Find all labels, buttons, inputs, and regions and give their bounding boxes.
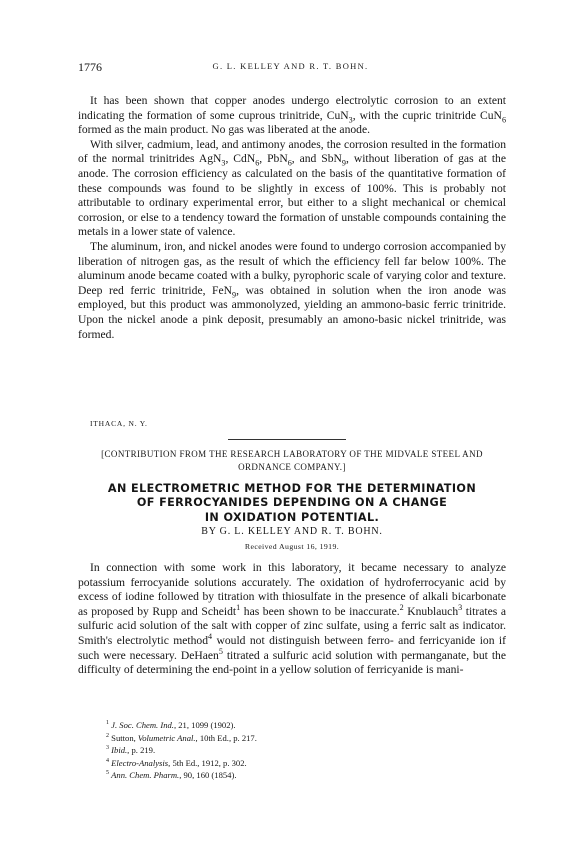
page-number: 1776 bbox=[78, 60, 102, 74]
section-divider bbox=[228, 439, 346, 440]
footnote: $^1$ J. Soc. Chem. Ind., 21, 1099 (1902). bbox=[106, 720, 236, 730]
footnotes bbox=[106, 719, 257, 782]
article-body bbox=[78, 561, 506, 678]
footnote: $^2$ Sutton, Volumetric Anal., 10th Ed., p. 217. bbox=[106, 732, 257, 743]
paragraph-introduction: In connection with some work in this laboratory, it became necessary to analyze potassium ferrocyanide solutions accurately. The oxidation of hydroferrocyanic acid by excess of iodine followed by titration with thiosulfate in the presence of alkali bicarbonate as proposed by Rupp and Scheidt$^1$ has been shown to be inaccurate.$^2$ Knublauch$^3$ titrates a sulfuric acid solution of the salt with copper of zinc sulfate, using a ferric salt as indicator. Smith's electrolytic method$^4$ would not distinguish between ferro- and ferricyanide ion if such were necessary. DeHaen$^5$ titrated a sulfuric acid solution with permanganate, but the difficulty of determining the end-point in a yellow solution of ferricyanide is mani- bbox=[78, 561, 506, 677]
paragraph-copper: It has been shown that copper anodes undergo electrolytic corrosion to an extent indicating the formation of some cuprous trinitride, CuN$_3$, with the cupric trinitride CuN$_6$ formed as the main product. No gas was liberated at the anode. bbox=[78, 94, 506, 137]
footnote: $^3$ Ibid., p. 219. bbox=[106, 745, 156, 755]
paragraph-silver-cadmium: With silver, cadmium, lead, and antimony anodes, the corrosion resulted in the formation of the normal trinitrides AgN$_3$, CdN$_6$, PbN$_6$, and SbN$_9$, without liberation of gas at the anode. The corrosion efficiency as calculated on the basis of the quantitative formation of these compounds was found to be slightly in excess of 100%. This is probably not attributable to ordinary experimental error, but either to a slight mechanical or chemical corrosion, or else to a tendency toward the formation of unstable compounds containing the metals in a lower state of valence. bbox=[78, 137, 506, 239]
running-head: G. L. KELLEY AND R. T. BOHN. bbox=[212, 61, 369, 71]
title-line: IN OXIDATION POTENTIAL. bbox=[204, 510, 380, 524]
received-date: Received August 16, 1919. bbox=[244, 542, 340, 551]
article-title bbox=[78, 482, 506, 525]
contribution-note: [CONTRIBUTION FROM THE RESEARCH LABORATORY OF THE MIDVALE STEEL AND ORDNANCE COMPANY.] bbox=[101, 449, 483, 472]
article-byline: BY G. L. KELLEY AND R. T. BOHN. bbox=[201, 526, 383, 537]
title-line: AN ELECTROMETRIC METHOD FOR THE DETERMINATION bbox=[107, 482, 477, 495]
footnote: $^4$ Electro-Analysis, 5th Ed., 1912, p. 302. bbox=[106, 757, 247, 768]
author-location: ITHACA, N. Y. bbox=[90, 419, 148, 428]
page-header bbox=[78, 60, 503, 76]
paragraph-aluminum-iron-nickel: The aluminum, iron, and nickel anodes were found to undergo corrosion accompanied by liberation of nitrogen gas, as the result of which the efficiency fell far below 100%. The aluminum anode became coated with a bulky, pyrophoric scale of varying color and texture. Deep red ferric trinitride, FeN$_9$, was obtained in solution when the iron anode was employed, but this product was ammonolyzed, yielding an ammono-basic ferric trinitride. Upon the nickel anode a pink deposit, presumably an amono-basic nickel trinitride, was formed. bbox=[78, 239, 507, 341]
title-line: OF FERROCYANIDES DEPENDING ON A CHANGE bbox=[136, 496, 448, 510]
preceding-article-text bbox=[78, 94, 506, 342]
footnote: $^5$ Ann. Chem. Pharm., 90, 160 (1854). bbox=[106, 770, 237, 780]
